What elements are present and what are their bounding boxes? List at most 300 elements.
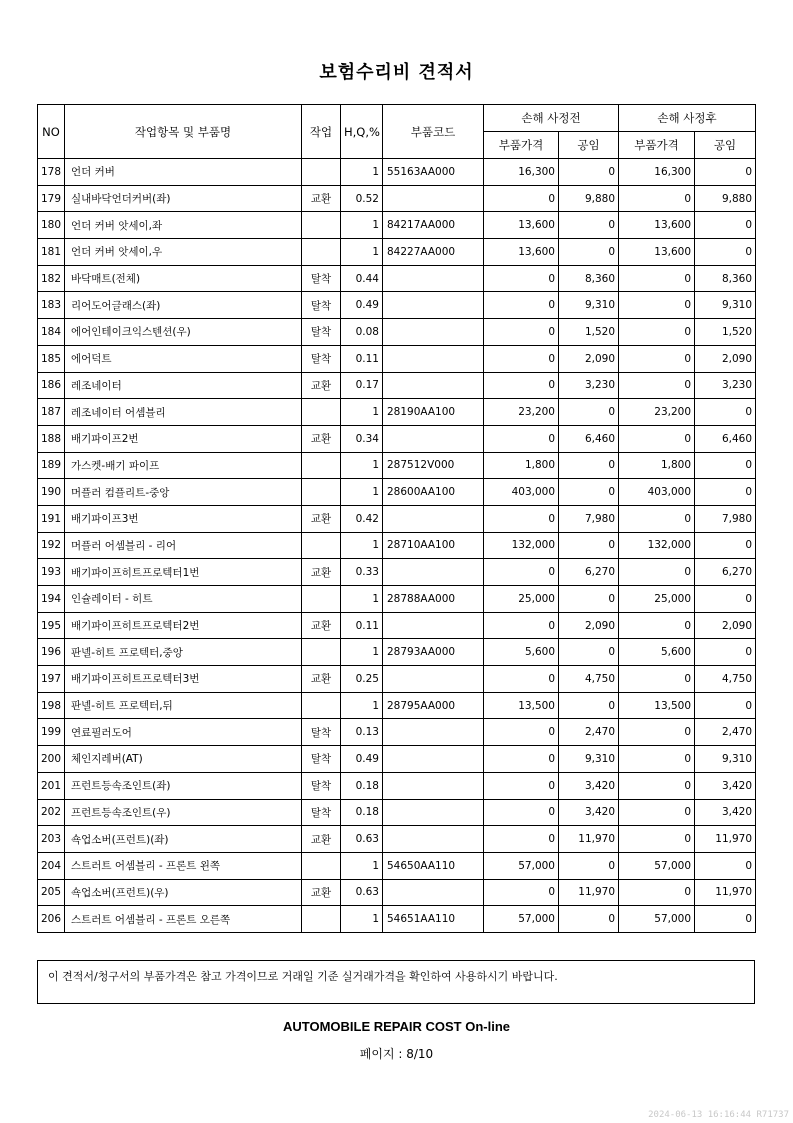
cell-no: 195 [38, 612, 65, 639]
cell-part-price-before: 132,000 [484, 532, 559, 559]
cell-part-code [383, 719, 484, 746]
cell-labor-before: 0 [559, 399, 619, 426]
cell-labor-before: 0 [559, 159, 619, 186]
cell-labor-after: 6,460 [695, 425, 756, 452]
cell-no: 203 [38, 826, 65, 853]
cell-part-code [383, 425, 484, 452]
cell-part-price-after: 0 [619, 345, 695, 372]
cell-part-code [383, 292, 484, 319]
cell-labor-after: 0 [695, 479, 756, 506]
cell-part-price-after: 57,000 [619, 906, 695, 933]
cell-part-code: 28788AA000 [383, 586, 484, 613]
cell-item-name: 쇽업소버(프런트)(좌) [65, 826, 302, 853]
cell-item-name: 레조네이터 [65, 372, 302, 399]
table-row [38, 212, 756, 239]
cell-labor-after: 0 [695, 906, 756, 933]
cell-item-name: 배기파이프2번 [65, 425, 302, 452]
header-item: 작업항목 및 부품명 [65, 105, 302, 159]
cell-no: 190 [38, 479, 65, 506]
cell-no: 189 [38, 452, 65, 479]
cell-work-type: 탈착 [302, 719, 341, 746]
cell-hq: 1 [341, 906, 383, 933]
header-labor-before: 공임 [559, 132, 619, 159]
cell-part-code [383, 345, 484, 372]
cell-hq: 1 [341, 452, 383, 479]
cell-labor-before: 11,970 [559, 826, 619, 853]
cell-hq: 0.11 [341, 345, 383, 372]
cell-labor-before: 0 [559, 906, 619, 933]
cell-item-name: 언더 커버 [65, 159, 302, 186]
cell-labor-after: 3,420 [695, 772, 756, 799]
cell-labor-after: 0 [695, 852, 756, 879]
cell-part-price-before: 0 [484, 319, 559, 346]
cell-item-name: 실내바닥언더커버(좌) [65, 185, 302, 212]
cell-part-price-before: 0 [484, 345, 559, 372]
cell-no: 206 [38, 906, 65, 933]
cell-work-type [302, 639, 341, 666]
cell-no: 188 [38, 425, 65, 452]
cell-part-code [383, 879, 484, 906]
table-row [38, 265, 756, 292]
table-row [38, 746, 756, 773]
page-number: 페이지 : 8/10 [359, 1047, 434, 1061]
cell-item-name: 인슐레이터 - 히트 [65, 586, 302, 613]
cell-part-price-after: 5,600 [619, 639, 695, 666]
cell-hq: 1 [341, 532, 383, 559]
cell-part-code [383, 319, 484, 346]
table-row [38, 505, 756, 532]
cell-part-price-after: 0 [619, 559, 695, 586]
cell-part-price-after: 0 [619, 425, 695, 452]
cell-part-price-after: 0 [619, 505, 695, 532]
cell-work-type: 탈착 [302, 265, 341, 292]
cell-no: 202 [38, 799, 65, 826]
cell-hq: 0.49 [341, 746, 383, 773]
cell-no: 180 [38, 212, 65, 239]
cell-part-price-after: 0 [619, 879, 695, 906]
cell-labor-after: 0 [695, 586, 756, 613]
table-row [38, 612, 756, 639]
cell-part-code: 287512V000 [383, 452, 484, 479]
cell-labor-before: 9,310 [559, 292, 619, 319]
cell-hq: 0.11 [341, 612, 383, 639]
cell-labor-before: 4,750 [559, 666, 619, 693]
table-row [38, 345, 756, 372]
table-row [38, 772, 756, 799]
cell-work-type: 교환 [302, 372, 341, 399]
cell-item-name: 배기파이프히트프로텍터3번 [65, 666, 302, 693]
cell-hq: 0.49 [341, 292, 383, 319]
cell-part-price-after: 13,500 [619, 692, 695, 719]
cell-hq: 1 [341, 159, 383, 186]
cell-hq: 0.18 [341, 799, 383, 826]
cell-labor-after: 7,980 [695, 505, 756, 532]
cell-no: 179 [38, 185, 65, 212]
table-row [38, 852, 756, 879]
cell-labor-after: 3,230 [695, 372, 756, 399]
cell-item-name: 쇽업소버(프런트)(우) [65, 879, 302, 906]
cell-labor-after: 11,970 [695, 879, 756, 906]
cell-item-name: 에어덕트 [65, 345, 302, 372]
header-part-price-before: 부품가격 [484, 132, 559, 159]
cell-part-price-after: 132,000 [619, 532, 695, 559]
cell-no: 183 [38, 292, 65, 319]
cell-part-price-before: 0 [484, 265, 559, 292]
cell-work-type: 탈착 [302, 799, 341, 826]
cell-part-price-before: 25,000 [484, 586, 559, 613]
cell-hq: 1 [341, 239, 383, 266]
cell-labor-before: 2,090 [559, 612, 619, 639]
cell-part-price-after: 0 [619, 185, 695, 212]
cell-labor-after: 2,090 [695, 612, 756, 639]
cell-labor-before: 0 [559, 692, 619, 719]
cell-part-price-after: 23,200 [619, 399, 695, 426]
cell-work-type: 교환 [302, 425, 341, 452]
cell-part-price-after: 0 [619, 666, 695, 693]
header-work: 작업 [302, 105, 341, 159]
cell-hq: 0.63 [341, 879, 383, 906]
cell-labor-before: 0 [559, 639, 619, 666]
cell-work-type [302, 906, 341, 933]
cell-part-code [383, 799, 484, 826]
cell-labor-after: 9,310 [695, 292, 756, 319]
cell-hq: 0.34 [341, 425, 383, 452]
cell-part-price-after: 57,000 [619, 852, 695, 879]
cell-part-price-before: 0 [484, 666, 559, 693]
cell-labor-before: 0 [559, 586, 619, 613]
table-row [38, 586, 756, 613]
cell-item-name: 머플러 어셈블리 - 리어 [65, 532, 302, 559]
cell-labor-after: 0 [695, 399, 756, 426]
cell-labor-before: 0 [559, 532, 619, 559]
cell-part-price-before: 0 [484, 612, 559, 639]
cell-part-price-after: 403,000 [619, 479, 695, 506]
cell-part-price-before: 0 [484, 185, 559, 212]
cell-labor-before: 9,880 [559, 185, 619, 212]
cell-work-type: 탈착 [302, 746, 341, 773]
cell-part-code: 28710AA100 [383, 532, 484, 559]
cell-part-price-before: 0 [484, 879, 559, 906]
cell-hq: 0.33 [341, 559, 383, 586]
cell-hq: 0.17 [341, 372, 383, 399]
cell-work-type: 탈착 [302, 772, 341, 799]
cell-work-type [302, 532, 341, 559]
cell-item-name: 스트러트 어셈블리 - 프론트 오른쪽 [65, 906, 302, 933]
cell-work-type [302, 239, 341, 266]
cell-labor-before: 3,230 [559, 372, 619, 399]
cell-no: 204 [38, 852, 65, 879]
table-row [38, 372, 756, 399]
cell-part-price-before: 0 [484, 292, 559, 319]
cell-part-price-before: 1,800 [484, 452, 559, 479]
header-labor-after: 공임 [695, 132, 756, 159]
table-row [38, 826, 756, 853]
cell-part-code: 54650AA110 [383, 852, 484, 879]
cell-work-type [302, 452, 341, 479]
header-after-adjustment: 손해 사정후 [619, 105, 756, 132]
cell-labor-after: 0 [695, 692, 756, 719]
cell-part-price-before: 403,000 [484, 479, 559, 506]
cell-part-code [383, 265, 484, 292]
cell-labor-before: 9,310 [559, 746, 619, 773]
cell-labor-before: 1,520 [559, 319, 619, 346]
table-row [38, 719, 756, 746]
cell-work-type: 교환 [302, 879, 341, 906]
table-row [38, 799, 756, 826]
cell-hq: 0.13 [341, 719, 383, 746]
cell-hq: 0.18 [341, 772, 383, 799]
cell-part-price-before: 0 [484, 799, 559, 826]
cell-labor-before: 0 [559, 212, 619, 239]
cell-labor-before: 0 [559, 239, 619, 266]
cell-item-name: 배기파이프히트프로텍터2번 [65, 612, 302, 639]
cell-work-type [302, 212, 341, 239]
header-part-price-after: 부품가격 [619, 132, 695, 159]
cell-part-price-before: 0 [484, 772, 559, 799]
cell-no: 182 [38, 265, 65, 292]
cell-work-type: 교환 [302, 826, 341, 853]
cell-part-code [383, 746, 484, 773]
cell-item-name: 머플러 컴플리트-중앙 [65, 479, 302, 506]
cell-part-price-before: 57,000 [484, 852, 559, 879]
cell-item-name: 연료필러도어 [65, 719, 302, 746]
cell-hq: 1 [341, 399, 383, 426]
cell-part-price-after: 0 [619, 292, 695, 319]
cell-work-type [302, 479, 341, 506]
cell-part-price-after: 0 [619, 746, 695, 773]
cell-part-price-after: 0 [619, 772, 695, 799]
cell-part-code: 84227AA000 [383, 239, 484, 266]
cell-work-type: 교환 [302, 185, 341, 212]
cell-labor-after: 0 [695, 239, 756, 266]
table-row [38, 159, 756, 186]
cell-part-code: 54651AA110 [383, 906, 484, 933]
cell-hq: 1 [341, 692, 383, 719]
cell-part-code [383, 505, 484, 532]
cell-labor-before: 0 [559, 852, 619, 879]
cell-no: 181 [38, 239, 65, 266]
cell-item-name: 언더 커버 앗세이,우 [65, 239, 302, 266]
cell-no: 192 [38, 532, 65, 559]
cell-labor-before: 6,270 [559, 559, 619, 586]
cell-no: 201 [38, 772, 65, 799]
cell-part-price-after: 0 [619, 265, 695, 292]
cell-hq: 1 [341, 852, 383, 879]
cell-item-name: 체인지레버(AT) [65, 746, 302, 773]
cell-part-price-before: 16,300 [484, 159, 559, 186]
cell-part-code: 28600AA100 [383, 479, 484, 506]
cell-part-price-after: 0 [619, 319, 695, 346]
print-timestamp: 2024-06-13 16:16:44 R71737 [648, 1110, 789, 1120]
cell-part-price-after: 16,300 [619, 159, 695, 186]
table-row [38, 479, 756, 506]
table-row [38, 906, 756, 933]
cell-hq: 1 [341, 479, 383, 506]
cell-item-name: 스트러트 어셈블리 - 프론트 왼쪽 [65, 852, 302, 879]
cell-labor-after: 2,470 [695, 719, 756, 746]
cell-part-price-before: 0 [484, 425, 559, 452]
table-row [38, 292, 756, 319]
cell-part-code [383, 559, 484, 586]
cell-work-type [302, 852, 341, 879]
cell-work-type: 교환 [302, 666, 341, 693]
cell-part-price-after: 0 [619, 826, 695, 853]
cell-labor-after: 0 [695, 452, 756, 479]
cell-no: 200 [38, 746, 65, 773]
cell-no: 198 [38, 692, 65, 719]
cell-labor-after: 8,360 [695, 265, 756, 292]
cell-no: 194 [38, 586, 65, 613]
cell-work-type: 탈착 [302, 319, 341, 346]
cell-hq: 1 [341, 586, 383, 613]
table-body [38, 159, 756, 933]
table-header [38, 105, 756, 159]
cell-work-type: 탈착 [302, 345, 341, 372]
cell-no: 196 [38, 639, 65, 666]
cell-part-price-after: 13,600 [619, 212, 695, 239]
cell-labor-before: 3,420 [559, 799, 619, 826]
table-row [38, 185, 756, 212]
cell-labor-after: 4,750 [695, 666, 756, 693]
cell-part-code: 28190AA100 [383, 399, 484, 426]
cell-part-code: 84217AA000 [383, 212, 484, 239]
cell-part-price-after: 25,000 [619, 586, 695, 613]
cell-part-price-after: 0 [619, 372, 695, 399]
cell-labor-after: 0 [695, 212, 756, 239]
cell-part-code [383, 666, 484, 693]
table-row [38, 425, 756, 452]
footer-brand: AUTOMOBILE REPAIR COST On-line [282, 1019, 511, 1034]
document-title: 보험수리비 견적서 [319, 62, 474, 83]
table-row [38, 452, 756, 479]
cell-part-price-before: 23,200 [484, 399, 559, 426]
cell-item-name: 가스켓-배기 파이프 [65, 452, 302, 479]
cell-part-price-before: 0 [484, 505, 559, 532]
cell-part-price-before: 57,000 [484, 906, 559, 933]
cell-part-code [383, 372, 484, 399]
cell-part-price-before: 0 [484, 559, 559, 586]
cell-no: 197 [38, 666, 65, 693]
cell-item-name: 프런트등속조인트(우) [65, 799, 302, 826]
cell-hq: 0.52 [341, 185, 383, 212]
cell-part-code: 55163AA000 [383, 159, 484, 186]
cell-item-name: 배기파이프히트프로텍터1번 [65, 559, 302, 586]
cell-part-price-after: 1,800 [619, 452, 695, 479]
cell-labor-after: 11,970 [695, 826, 756, 853]
header-part-code: 부품코드 [383, 105, 484, 159]
cell-work-type: 탈착 [302, 292, 341, 319]
cell-part-price-before: 0 [484, 826, 559, 853]
cell-labor-after: 1,520 [695, 319, 756, 346]
cell-part-price-after: 13,600 [619, 239, 695, 266]
cell-part-price-before: 0 [484, 372, 559, 399]
header-hq: H,Q,% [341, 105, 383, 159]
cell-work-type [302, 692, 341, 719]
cell-no: 178 [38, 159, 65, 186]
cell-hq: 1 [341, 212, 383, 239]
cell-labor-before: 0 [559, 479, 619, 506]
cell-labor-before: 6,460 [559, 425, 619, 452]
table-row [38, 666, 756, 693]
cell-no: 205 [38, 879, 65, 906]
cell-labor-after: 6,270 [695, 559, 756, 586]
cell-labor-after: 0 [695, 639, 756, 666]
cell-no: 184 [38, 319, 65, 346]
cell-labor-after: 0 [695, 159, 756, 186]
cell-part-code: 28795AA000 [383, 692, 484, 719]
cell-hq: 0.44 [341, 265, 383, 292]
cell-part-code [383, 772, 484, 799]
cell-no: 186 [38, 372, 65, 399]
cell-labor-after: 3,420 [695, 799, 756, 826]
cell-labor-before: 3,420 [559, 772, 619, 799]
table-row [38, 239, 756, 266]
cell-labor-before: 2,090 [559, 345, 619, 372]
cell-part-code [383, 826, 484, 853]
cell-no: 185 [38, 345, 65, 372]
cell-no: 193 [38, 559, 65, 586]
cell-part-code [383, 185, 484, 212]
cell-hq: 1 [341, 639, 383, 666]
cell-work-type: 교환 [302, 505, 341, 532]
table-row [38, 692, 756, 719]
cell-part-price-after: 0 [619, 612, 695, 639]
cell-labor-before: 2,470 [559, 719, 619, 746]
cell-part-price-before: 0 [484, 746, 559, 773]
table-row [38, 879, 756, 906]
cell-labor-after: 9,310 [695, 746, 756, 773]
cell-labor-before: 11,970 [559, 879, 619, 906]
cell-no: 187 [38, 399, 65, 426]
header-before-adjustment: 손해 사정전 [484, 105, 619, 132]
cell-item-name: 레조네이터 어셈블리 [65, 399, 302, 426]
cell-part-code [383, 612, 484, 639]
cell-hq: 0.08 [341, 319, 383, 346]
cell-item-name: 판넬-히트 프로텍터,뒤 [65, 692, 302, 719]
cell-hq: 0.25 [341, 666, 383, 693]
cell-item-name: 리어도어글래스(좌) [65, 292, 302, 319]
cell-work-type [302, 586, 341, 613]
cell-labor-after: 0 [695, 532, 756, 559]
cell-no: 191 [38, 505, 65, 532]
cell-part-price-before: 0 [484, 719, 559, 746]
table-row [38, 559, 756, 586]
header-no: NO [38, 105, 65, 159]
cell-work-type [302, 159, 341, 186]
cell-labor-before: 0 [559, 452, 619, 479]
cell-labor-after: 2,090 [695, 345, 756, 372]
cell-item-name: 언더 커버 앗세이,좌 [65, 212, 302, 239]
cell-item-name: 판넬-히트 프로텍터,중앙 [65, 639, 302, 666]
cell-labor-after: 9,880 [695, 185, 756, 212]
cell-item-name: 바닥매트(전체) [65, 265, 302, 292]
cell-part-price-after: 0 [619, 799, 695, 826]
estimate-table [37, 104, 756, 933]
cell-item-name: 프런트등속조인트(좌) [65, 772, 302, 799]
cell-work-type: 교환 [302, 612, 341, 639]
cell-part-code: 28793AA000 [383, 639, 484, 666]
table-row [38, 639, 756, 666]
cell-labor-before: 7,980 [559, 505, 619, 532]
cell-hq: 0.42 [341, 505, 383, 532]
cell-item-name: 배기파이프3번 [65, 505, 302, 532]
table-row [38, 532, 756, 559]
cell-labor-before: 8,360 [559, 265, 619, 292]
cell-part-price-after: 0 [619, 719, 695, 746]
cell-no: 199 [38, 719, 65, 746]
cell-hq: 0.63 [341, 826, 383, 853]
cell-part-price-before: 13,600 [484, 239, 559, 266]
